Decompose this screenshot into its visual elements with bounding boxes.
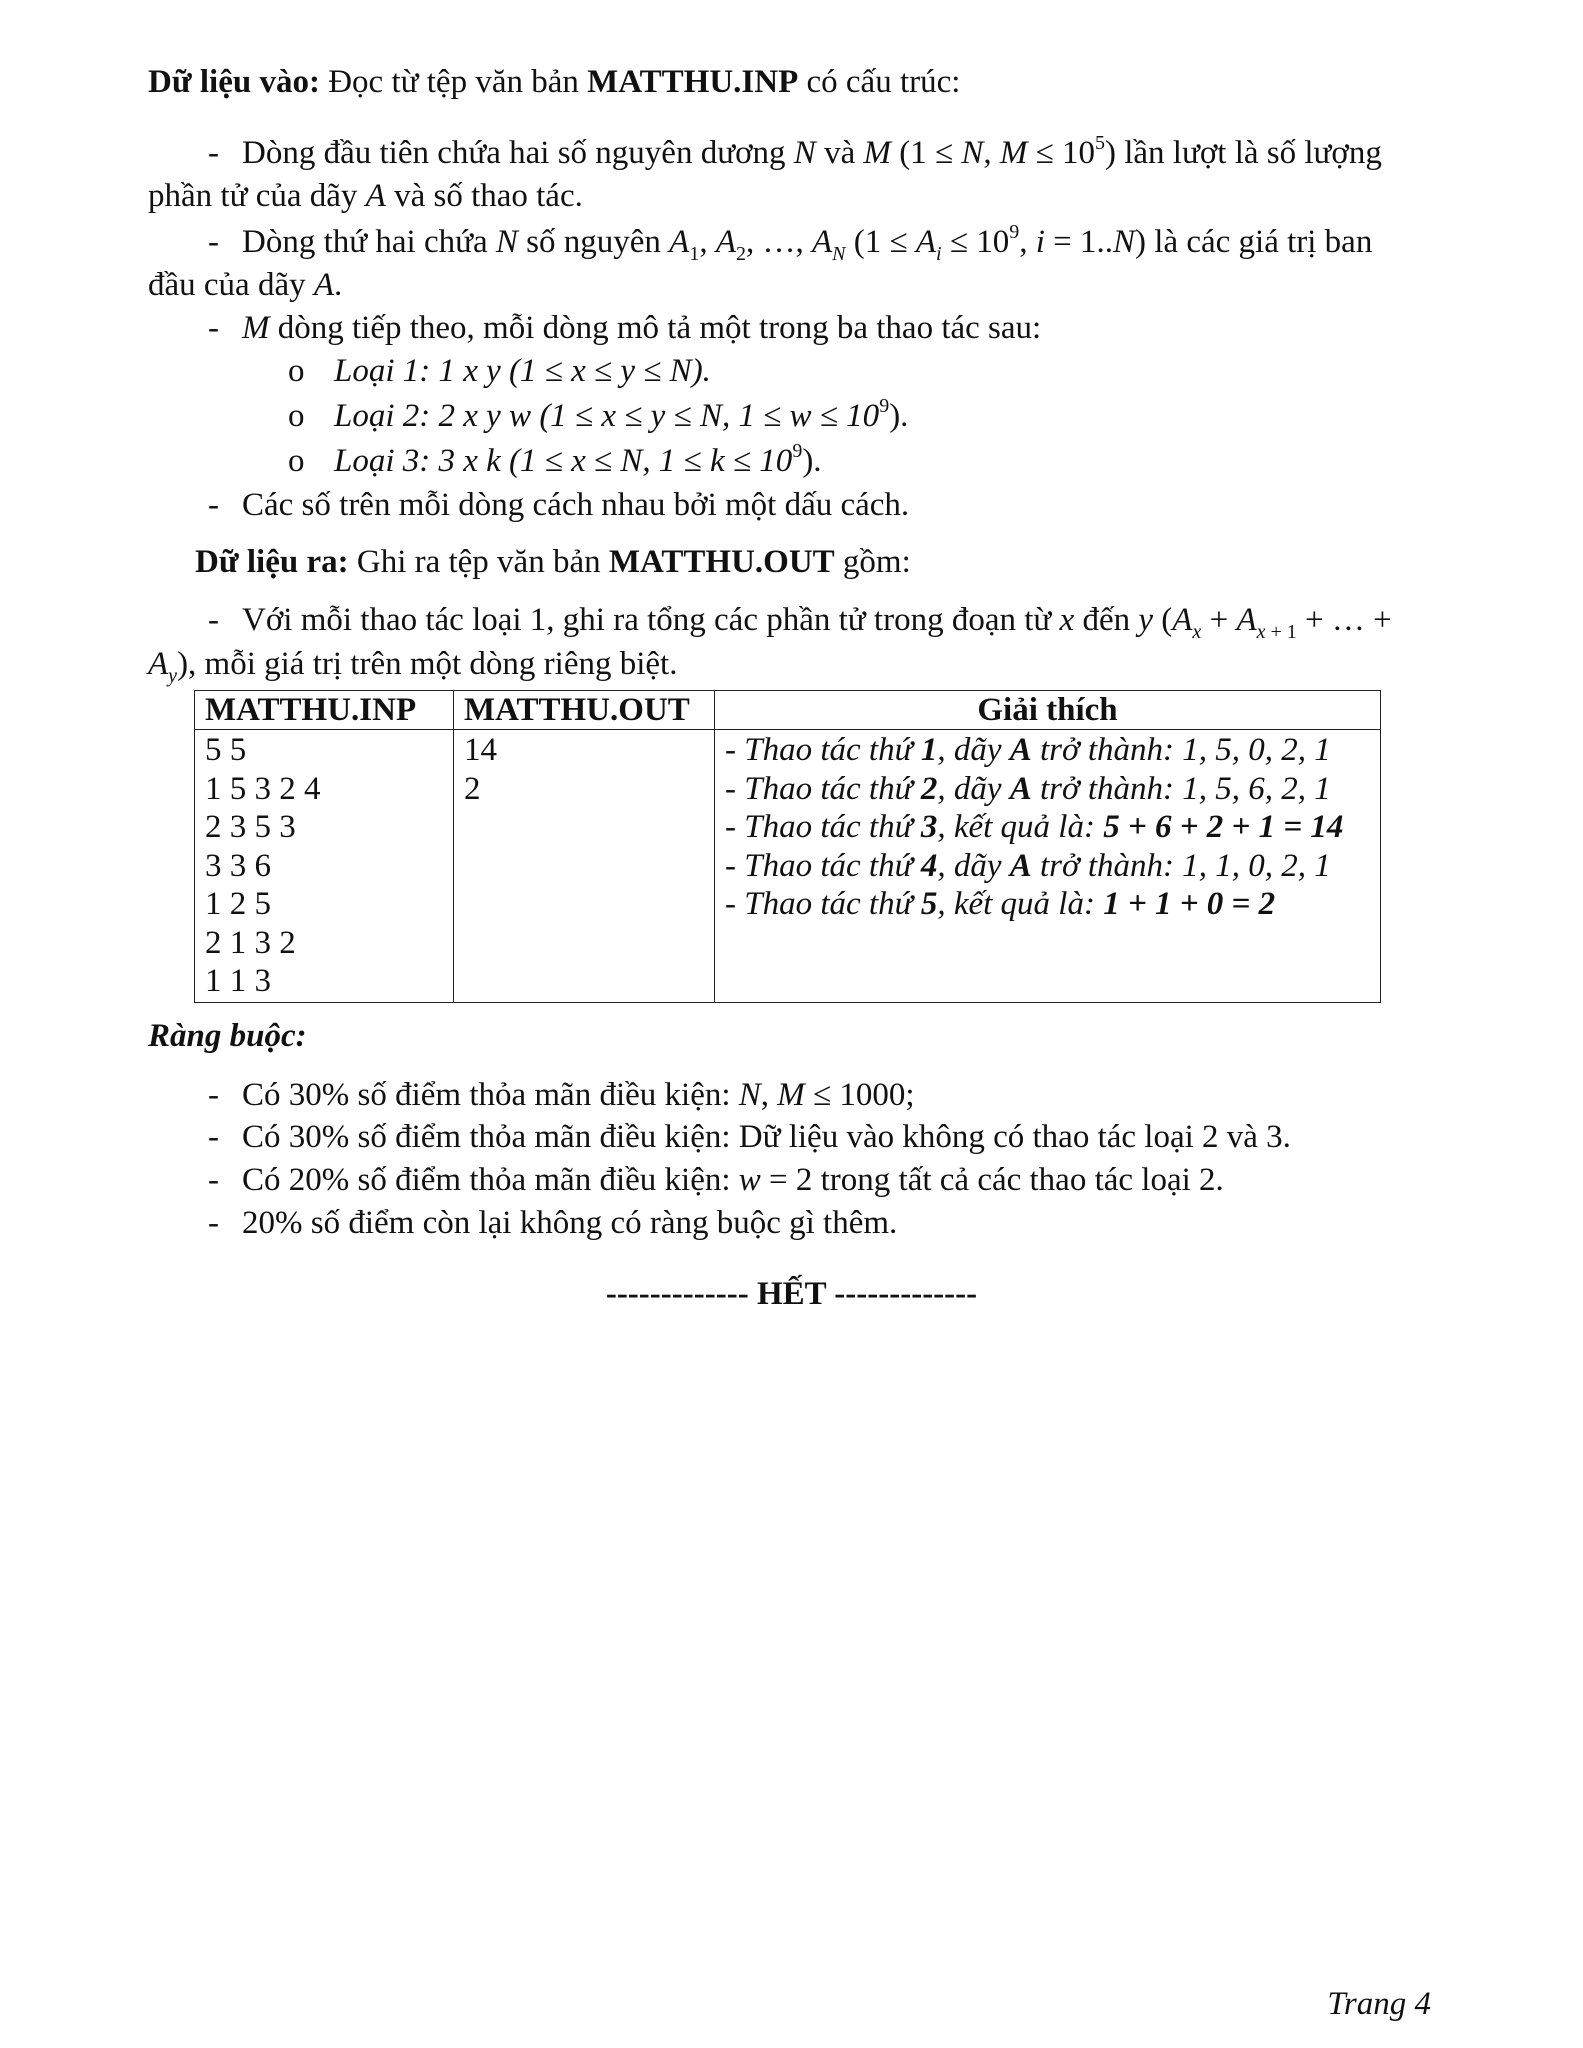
constraint-3: - Có 20% số điểm thỏa mãn điều kiện: w = 2 trong tất cả các thao tác loại 2.	[208, 1162, 1224, 1198]
output-item-1-line-1: - Với mỗi thao tác loại 1, ghi ra tổng các phần tử trong đoạn từ x đến y ($A_x + A_{x + 1}$ + … +	[208, 602, 1392, 643]
output-heading-line: Dữ liệu ra: Ghi ra tệp văn bản MATTHU.OUT gồm:	[195, 544, 911, 580]
inp-line: 1 1 3	[205, 963, 271, 999]
explanation-line: - Thao tác thứ 1, dãy A trở thành: 1, 5, 0, 2, 1	[725, 732, 1331, 768]
out-line: 14	[464, 732, 497, 768]
input-item-2-line-1: - Dòng thứ hai chứa N số nguyên $A_1$, $A_2$, …, $A_N$ ($1 \le A_i \le 10^9$, i = 1..N) là các giá trị ban	[208, 221, 1373, 265]
inp-cell	[195, 730, 454, 1003]
inp-line: 5 5	[205, 732, 247, 768]
example-table	[194, 690, 1381, 1003]
output-filename: MATTHU.OUT	[608, 544, 835, 580]
input-heading-line: Dữ liệu vào: Đọc từ tệp văn bản MATTHU.INP có cấu trúc:	[148, 64, 961, 100]
input-item-3: - M dòng tiếp theo, mỗi dòng mô tả một trong ba thao tác sau:	[208, 310, 1042, 346]
explanation-cell	[715, 730, 1381, 1003]
explanation-line: - Thao tác thứ 4, dãy A trở thành: 1, 1, 0, 2, 1	[725, 847, 1331, 884]
inp-line: 3 3 6	[205, 847, 271, 884]
input-heading: Dữ liệu vào:	[148, 64, 320, 100]
explanation-line: - Thao tác thứ 5, kết quả là: 1 + 1 + 0 = 2	[725, 886, 1276, 922]
header-out: MATTHU.OUT	[454, 691, 715, 730]
constraint-1: - Có 30% số điểm thỏa mãn điều kiện: N, M ≤ 1000;	[208, 1077, 915, 1113]
output-heading: Dữ liệu ra:	[195, 544, 349, 580]
inp-line: 2 1 3 2	[205, 924, 296, 961]
end-marker: ------------- HẾT -------------	[605, 1276, 978, 1312]
inp-line: 1 5 3 2 4	[205, 770, 321, 807]
constraints-heading: Ràng buộc:	[148, 1018, 307, 1054]
operation-type-1: o Loại 1: 1 x y (1 ≤ x ≤ y ≤ N).	[288, 353, 711, 389]
input-filename: MATTHU.INP	[587, 64, 799, 100]
input-item-1-line-1: - Dòng đầu tiên chứa hai số nguyên dương N và M (1 ≤ N, $M \le 10^5$) lần lượt là số lượng	[208, 132, 1382, 171]
constraint-2: - Có 30% số điểm thỏa mãn điều kiện: Dữ liệu vào không có thao tác loại 2 và 3.	[208, 1119, 1291, 1155]
example-header-row	[195, 691, 1381, 730]
inp-line: 2 3 5 3	[205, 809, 296, 845]
out-cell	[454, 730, 715, 1003]
explanation-line: - Thao tác thứ 3, kết quả là: 5 + 6 + 2 + 1 = 14	[725, 809, 1344, 845]
explanation-line: - Thao tác thứ 2, dãy A trở thành: 1, 5, 6, 2, 1	[725, 770, 1331, 807]
constraint-4: - 20% số điểm còn lại không có ràng buộc gì thêm.	[208, 1205, 898, 1241]
operation-type-3: o Loại 3: 3 x k (1 ≤ x ≤ N, $1 \le k \le 10^9$).	[288, 440, 822, 479]
operation-type-2: o Loại 2: 2 x y w (1 ≤ x ≤ y ≤ N, $1 \le w \le 10^9$).	[288, 395, 909, 434]
inp-line: 1 2 5	[205, 886, 271, 922]
header-explanation: Giải thích	[715, 691, 1381, 730]
out-line: 2	[464, 770, 481, 807]
example-body-row	[195, 730, 1381, 1003]
header-inp: MATTHU.INP	[195, 691, 454, 730]
page-number: Trang 4	[1327, 1986, 1431, 2022]
output-item-1-line-2: $A_y$), mỗi giá trị trên một dòng riêng biệt.	[148, 646, 678, 687]
input-item-1-line-2: phần tử của dãy A và số thao tác.	[148, 178, 583, 214]
input-item-2-line-2: đầu của dãy A.	[148, 267, 343, 303]
input-item-4: - Các số trên mỗi dòng cách nhau bởi một dấu cách.	[208, 487, 910, 523]
